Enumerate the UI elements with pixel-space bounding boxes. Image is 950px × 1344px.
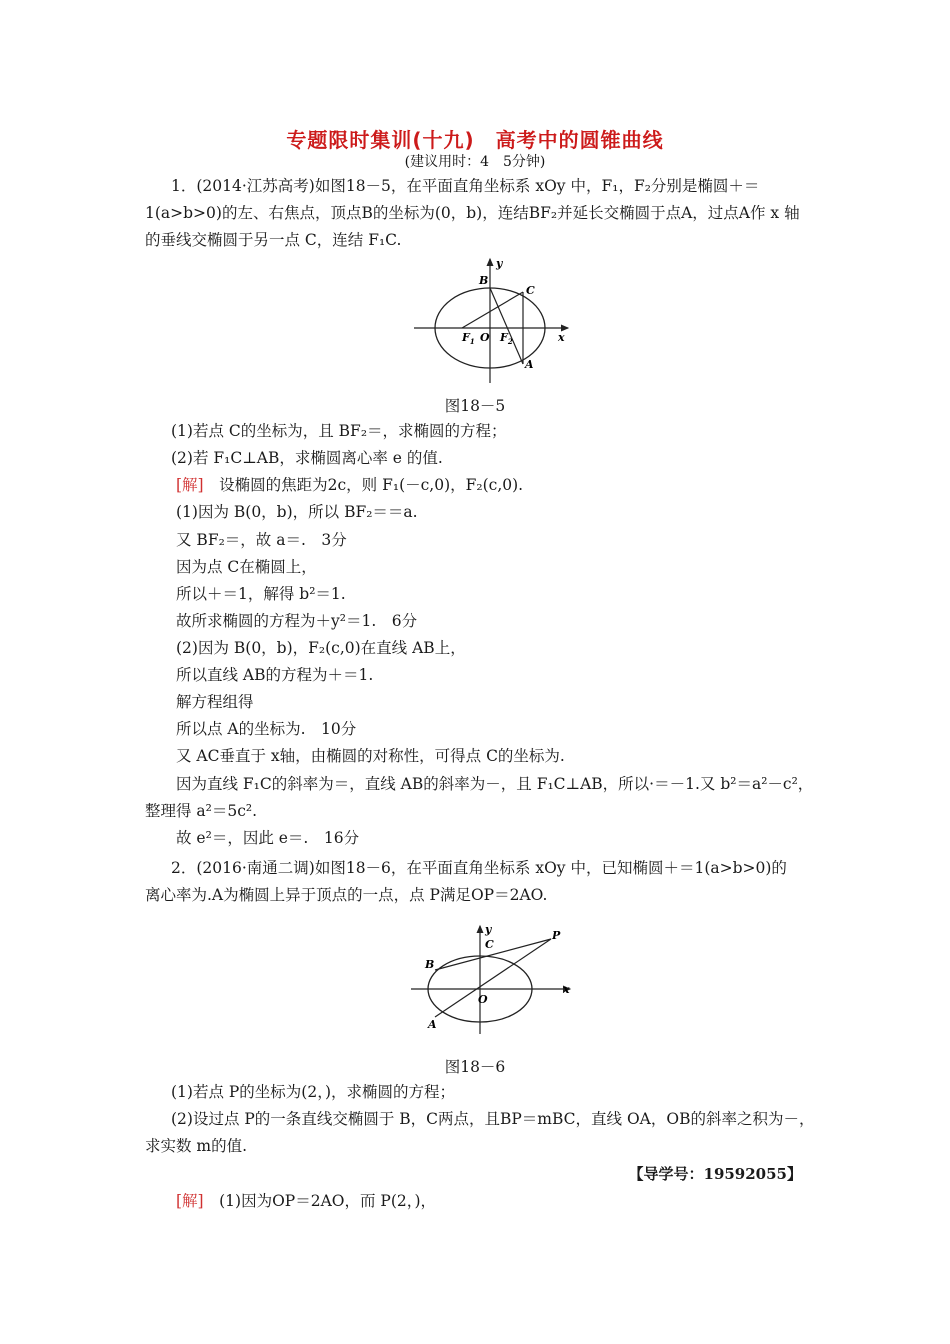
problem2-question1: (1)若点 P的坐标为(2，)，求椭圆的方程； — [171, 1083, 456, 1101]
figure-18-5-caption: 图18－5 — [444, 397, 506, 415]
label-P: P — [552, 929, 561, 942]
label-x: x — [563, 983, 570, 996]
problem1-solution-intro — [176, 475, 523, 495]
guide-number: 【导学号：19592055】 — [628, 1165, 802, 1183]
solution-line: 故 e²＝，因此 e＝. 16分 — [176, 829, 360, 847]
figure-18-5 — [410, 255, 580, 390]
figure-18-6 — [405, 922, 585, 1042]
problem1-question2: (2)若 F₁C⊥AB，求椭圆离心率 e 的值. — [171, 449, 443, 467]
label-O: O — [478, 993, 488, 1006]
solution-line: 所以直线 AB的方程为＋＝1. — [176, 666, 374, 684]
problem2-solution-first — [176, 1191, 436, 1211]
solution-intro-text: 设椭圆的焦距为2c，则 F₁(－c,0)，F₂(c,0). — [219, 476, 524, 494]
segment-F1C — [462, 292, 523, 328]
solution-line: 因为直线 F₁C的斜率为＝，直线 AB的斜率为－，且 F₁C⊥AB，所以·＝－1.又 b²＝a²－c²， — [176, 775, 814, 793]
label-A: A — [525, 358, 534, 371]
problem1-line3: 的垂线交椭圆于另一点 C，连结 F₁C. — [145, 231, 402, 249]
time-suggestion: (建议用时：4 5分钟) — [404, 154, 546, 170]
problem2-question2: (2)设过点 P的一条直线交椭圆于 B，C两点，且BP＝mBC，直线 OA，OB的斜率之积为－， — [171, 1110, 815, 1128]
label-A: A — [428, 1018, 437, 1031]
solution-line: 因为点 C在椭圆上， — [176, 558, 317, 576]
problem2-line2: 离心率为.A为椭圆上异于顶点的一点，点 P满足OP＝2AO. — [145, 886, 548, 904]
solution-first-text: (1)因为OP＝2AO，而 P(2，)， — [219, 1192, 437, 1210]
label-C: C — [526, 284, 535, 297]
solution-mark: [解] — [176, 1192, 204, 1210]
problem2-question2-cont: 求实数 m的值. — [145, 1137, 248, 1155]
problem1-line2: 1(a>b>0)的左、右焦点，顶点B的坐标为(0，b)，连结BF₂并延长交椭圆于点A，过点A作 x 轴 — [145, 204, 800, 222]
solution-line: (1)因为 B(0，b)，所以 BF₂＝＝a. — [176, 503, 418, 521]
problem1-line1: 1．(2014·江苏高考)如图18－5，在平面直角坐标系 xOy 中，F₁，F₂分别是椭圆＋＝ — [171, 177, 760, 195]
label-y: y — [496, 257, 503, 270]
label-B: B — [479, 274, 489, 287]
solution-line: 整理得 a²＝5c². — [145, 802, 258, 820]
solution-line: 又 AC垂直于 x轴，由椭圆的对称性，可得点 C的坐标为. — [176, 747, 565, 765]
figure-18-6-caption: 图18－6 — [444, 1058, 506, 1076]
solution-line: 故所求椭圆的方程为＋y²＝1. 6分 — [176, 612, 418, 630]
solution-line: 所以＋＝1，解得 b²＝1. — [176, 585, 346, 603]
solution-line: 又 BF₂＝，故 a＝. 3分 — [176, 531, 347, 549]
solution-line: (2)因为 B(0，b)，F₂(c,0)在直线 AB上， — [176, 639, 466, 657]
problem1-question1: (1)若点 C的坐标为，且 BF₂＝，求椭圆的方程； — [171, 422, 507, 440]
label-y: y — [485, 923, 492, 936]
solution-mark: [解] — [176, 476, 204, 494]
label-x: x — [558, 331, 565, 344]
label-B: B — [425, 958, 435, 971]
solution-line: 解方程组得 — [176, 693, 254, 711]
solution-line: 所以点 A的坐标为. 10分 — [176, 720, 357, 738]
label-O: O — [480, 331, 490, 344]
page-title: 专题限时集训(十九) 高考中的圆锥曲线 — [286, 128, 664, 152]
label-F2: $F_2$ — [500, 331, 513, 346]
problem2-line1: 2．(2016·南通二调)如图18－6，在平面直角坐标系 xOy 中，已知椭圆＋＝1(a>b>0)的 — [171, 859, 787, 877]
label-C: C — [485, 938, 494, 951]
segment-BA — [490, 288, 523, 364]
label-F1: $F_1$ — [462, 331, 475, 346]
